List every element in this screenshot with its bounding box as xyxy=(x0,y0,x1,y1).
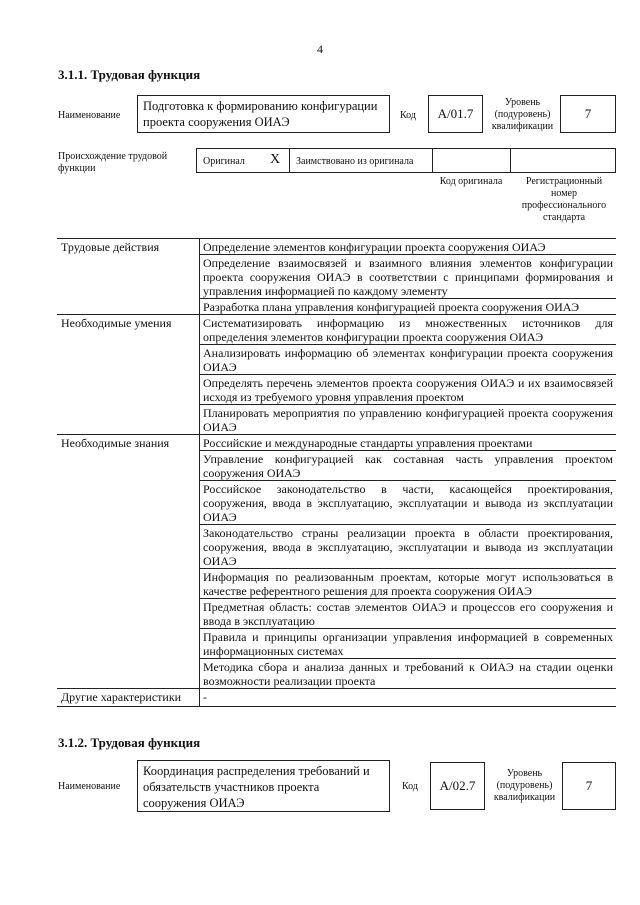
level-label: Уровень (подуровень) квалификации xyxy=(493,768,556,803)
code-value: А/02.7 xyxy=(439,778,476,793)
function-name-box xyxy=(137,95,390,133)
code-label: Код xyxy=(402,781,418,792)
reg-number-label: Регистрационный номер профессионального стандарта xyxy=(521,176,607,223)
code-box xyxy=(430,762,485,810)
function-name: Подготовка к формированию конфигурации проекта сооружения ОИАЭ xyxy=(143,99,378,129)
table-cell: Правила и принципы организации управления информацией в современных информационных системах xyxy=(200,629,617,659)
table-cell: - xyxy=(200,689,617,707)
code-box xyxy=(428,95,483,133)
name-label: Наименование xyxy=(58,781,121,792)
table-cell: Анализировать информацию об элементах конфигурации проекта сооружения ОИАЭ xyxy=(200,345,617,375)
category-cell: Трудовые действия xyxy=(57,239,200,315)
table-cell: Методика сбора и анализа данных и требований к ОИАЭ на стадии оценки возможности реализации проекта xyxy=(200,659,617,689)
origin-mark: X xyxy=(270,152,281,167)
table-row xyxy=(57,315,616,345)
section-2-title: 3.1.2. Трудовая функция xyxy=(58,735,201,750)
section-1-title: 3.1.1. Трудовая функция xyxy=(58,67,201,82)
origin-original: Оригинал xyxy=(203,156,245,167)
category-cell: Другие характеристики xyxy=(57,689,200,707)
table-cell: Управление конфигурацией как составная часть управления проектом сооружения ОИАЭ xyxy=(200,451,617,481)
category-cell: Необходимые умения xyxy=(57,315,200,435)
code-label: Код xyxy=(400,110,416,121)
category-cell: Необходимые знания xyxy=(57,435,200,689)
table-cell: Законодательство страны реализации проекта в области проектирования, сооружения, ввода в эксплуатацию, эксплуатации и вывода из эксплуатации ОИАЭ xyxy=(200,525,617,569)
table-cell: Информация по реализованным проектам, которые могут использоваться в качестве референтного решения для проекта сооружения ОИАЭ xyxy=(200,569,617,599)
table-cell: Российское законодательство в части, касающейся проектирования, сооружения, ввода в эксплуатацию, эксплуатации и вывода из эксплуатации ОИАЭ xyxy=(200,481,617,525)
code-value: А/01.7 xyxy=(437,106,474,121)
page-number: 4 xyxy=(317,42,323,56)
function-name-box xyxy=(137,760,390,812)
origin-label: Происхождение трудовой функции xyxy=(58,151,168,174)
table-cell: Российские и международные стандарты управления проектами xyxy=(200,435,617,451)
table-row xyxy=(57,689,616,707)
divider xyxy=(289,149,290,173)
divider xyxy=(510,149,511,173)
table-cell: Систематизировать информацию из множественных источников для определения элементов конфигурации проекта сооружения ОИАЭ xyxy=(200,315,617,345)
function-name: Координация распределения требований и обязательств участников проекта сооружения ОИАЭ xyxy=(143,764,370,810)
table-row xyxy=(57,239,616,255)
table-cell: Планировать мероприятия по управлению конфигурацией проекта сооружения ОИАЭ xyxy=(200,405,617,435)
table-row xyxy=(57,435,616,451)
divider xyxy=(432,149,433,173)
table-cell: Предметная область: состав элементов ОИАЭ и процессов его сооружения и ввода в эксплуатацию xyxy=(200,599,617,629)
table-cell: Определение взаимосвязей и взаимного влияния элементов конфигурации проекта сооружения ОИАЭ в соответствии с принципами формирования и управления информацией по каждому элементу xyxy=(200,255,617,299)
function-table xyxy=(57,238,616,707)
table-cell: Определять перечень элементов проекта сооружения ОИАЭ и их взаимосвязей исходя из требуемого уровня управления проектом xyxy=(200,375,617,405)
table-cell: Определение элементов конфигурации проекта сооружения ОИАЭ xyxy=(200,239,617,255)
level-value: 7 xyxy=(585,778,593,793)
level-box xyxy=(560,95,616,133)
code-original-label: Код оригинала xyxy=(439,176,503,187)
name-label: Наименование xyxy=(58,110,121,121)
level-value: 7 xyxy=(584,106,592,121)
origin-borrowed: Заимствовано из оригинала xyxy=(296,156,414,167)
level-box xyxy=(562,762,616,810)
level-label: Уровень (подуровень) квалификации xyxy=(491,97,554,132)
table-cell: Разработка плана управления конфигурацией проекта сооружения ОИАЭ xyxy=(200,299,617,315)
